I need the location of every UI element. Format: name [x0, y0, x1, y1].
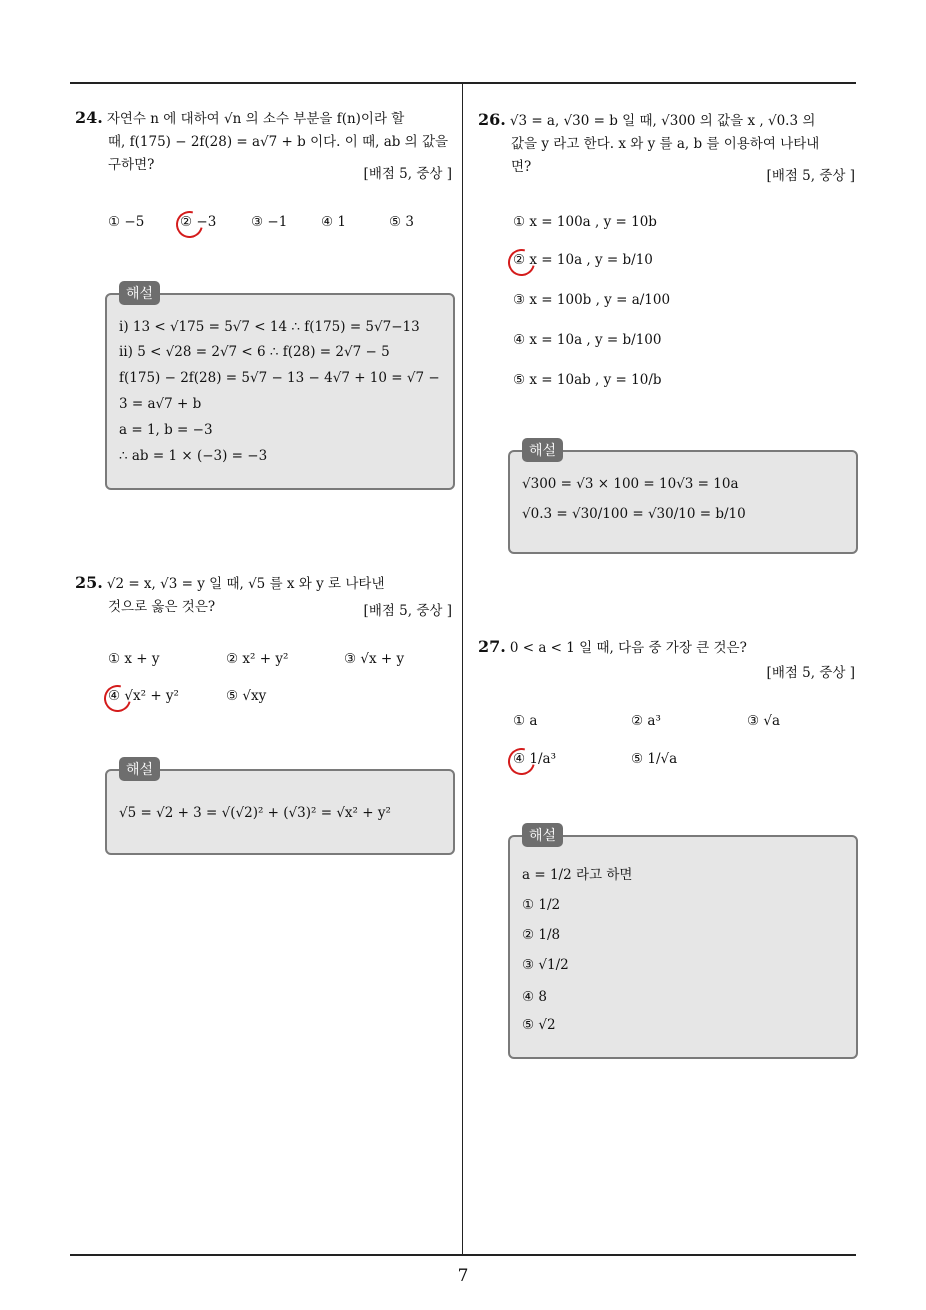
choice-5[interactable]: ⑤ √xy	[226, 688, 267, 704]
choice-5[interactable]: ⑤ 1/√a	[631, 751, 678, 767]
score-meta: [배점 5, 중상 ]	[363, 603, 452, 619]
solution-line-4: ③ √1/2	[522, 957, 569, 973]
bottom-rule	[70, 1254, 856, 1256]
question-number: 24.	[75, 108, 103, 127]
solution-tag: 해설	[522, 438, 563, 462]
solution-line-5: a = 1, b = −3	[119, 422, 213, 438]
solution-box-27	[508, 828, 858, 1059]
choice-4[interactable]: ④ 1/a³	[513, 751, 556, 767]
score-meta: [배점 5, 중상 ]	[363, 166, 452, 182]
score-meta: [배점 5, 중상 ]	[766, 665, 855, 681]
choice-1[interactable]: ① −5	[108, 214, 145, 230]
choice-4[interactable]: ④ x = 10a , y = b/100	[513, 332, 662, 348]
question-text-line1: √3 = a, √30 = b 일 때, √300 의 값을 x , √0.3 의	[509, 113, 816, 129]
question-text-line2: 때, f(175) − 2f(28) = a√7 + b 이다. 이 때, ab 의 값을	[108, 134, 449, 150]
question-text-line3: 면?	[511, 159, 532, 175]
page-number: 7	[457, 1266, 469, 1286]
solution-line-6: ∴ ab = 1 × (−3) = −3	[119, 448, 268, 464]
solution-tag: 해설	[119, 281, 160, 305]
choice-2[interactable]: ② x = 10a , y = b/10	[513, 252, 653, 268]
solution-box-26	[508, 443, 858, 554]
score-meta: [배점 5, 중상 ]	[766, 168, 855, 184]
choice-5[interactable]: ⑤ x = 10ab , y = 10/b	[513, 372, 662, 388]
choice-1[interactable]: ① x = 100a , y = 10b	[513, 214, 657, 230]
question-text-line2: 것으로 옳은 것은?	[108, 599, 216, 615]
choice-4[interactable]: ④ √x² + y²	[108, 688, 179, 704]
solution-line-1: √300 = √3 × 100 = 10√3 = 10a	[522, 476, 739, 492]
answer-circle-mark	[99, 680, 136, 717]
solution-line-1: a = 1/2 라고 하면	[522, 867, 633, 883]
solution-line-2: ① 1/2	[522, 897, 561, 913]
choice-3[interactable]: ③ √a	[747, 713, 781, 729]
solution-tag: 해설	[522, 823, 563, 847]
choice-1[interactable]: ① a	[513, 713, 538, 729]
answer-circle-mark	[503, 244, 540, 281]
solution-line-4: 3 = a√7 + b	[119, 396, 202, 412]
choice-4[interactable]: ④ 1	[321, 214, 346, 230]
solution-box-24	[105, 286, 455, 490]
choice-1[interactable]: ① x + y	[108, 651, 160, 667]
solution-line-3: f(175) − 2f(28) = 5√7 − 13 − 4√7 + 10 = √7 −	[119, 370, 440, 386]
question-text-line3: 구하면?	[108, 157, 155, 173]
choice-2[interactable]: ② x² + y²	[226, 651, 289, 667]
solution-line-3: ② 1/8	[522, 927, 561, 943]
solution-tag: 해설	[119, 757, 160, 781]
answer-circle-mark	[171, 206, 208, 243]
choice-5[interactable]: ⑤ 3	[389, 214, 414, 230]
question-text-line1: 0 < a < 1 일 때, 다음 중 가장 큰 것은?	[509, 640, 747, 656]
solution-line-1: ⅰ) 13 < √175 = 5√7 < 14 ∴ f(175) = 5√7−13	[119, 319, 420, 335]
solution-line-6: ⑤ √2	[522, 1017, 556, 1033]
choice-2[interactable]: ② −3	[180, 214, 217, 230]
choice-3[interactable]: ③ √x + y	[344, 651, 405, 667]
solution-line-2: √0.3 = √30/100 = √30/10 = b/10	[522, 506, 746, 522]
solution-line-5: ④ 8	[522, 989, 547, 1005]
choice-3[interactable]: ③ −1	[251, 214, 288, 230]
solution-line-1: √5 = √2 + 3 = √(√2)² + (√3)² = √x² + y²	[119, 805, 391, 821]
solution-line-2: ⅱ) 5 < √28 = 2√7 < 6 ∴ f(28) = 2√7 − 5	[119, 344, 390, 360]
question-text-line1: √2 = x, √3 = y 일 때, √5 를 x 와 y 로 나타낸	[106, 576, 385, 592]
question-number: 25.	[75, 573, 103, 592]
solution-box-25	[105, 762, 455, 855]
question-text-line2: 값을 y 라고 한다. x 와 y 를 a, b 를 이용하여 나타내	[511, 136, 820, 152]
question-text-line1: 자연수 n 에 대하여 √n 의 소수 부분을 f(n)이라 할	[106, 111, 405, 127]
choice-2[interactable]: ② a³	[631, 713, 661, 729]
answer-circle-mark	[503, 743, 540, 780]
choice-3[interactable]: ③ x = 100b , y = a/100	[513, 292, 671, 308]
top-rule	[70, 82, 856, 84]
column-divider	[462, 83, 463, 1255]
question-number: 27.	[478, 637, 506, 656]
question-number: 26.	[478, 110, 506, 129]
